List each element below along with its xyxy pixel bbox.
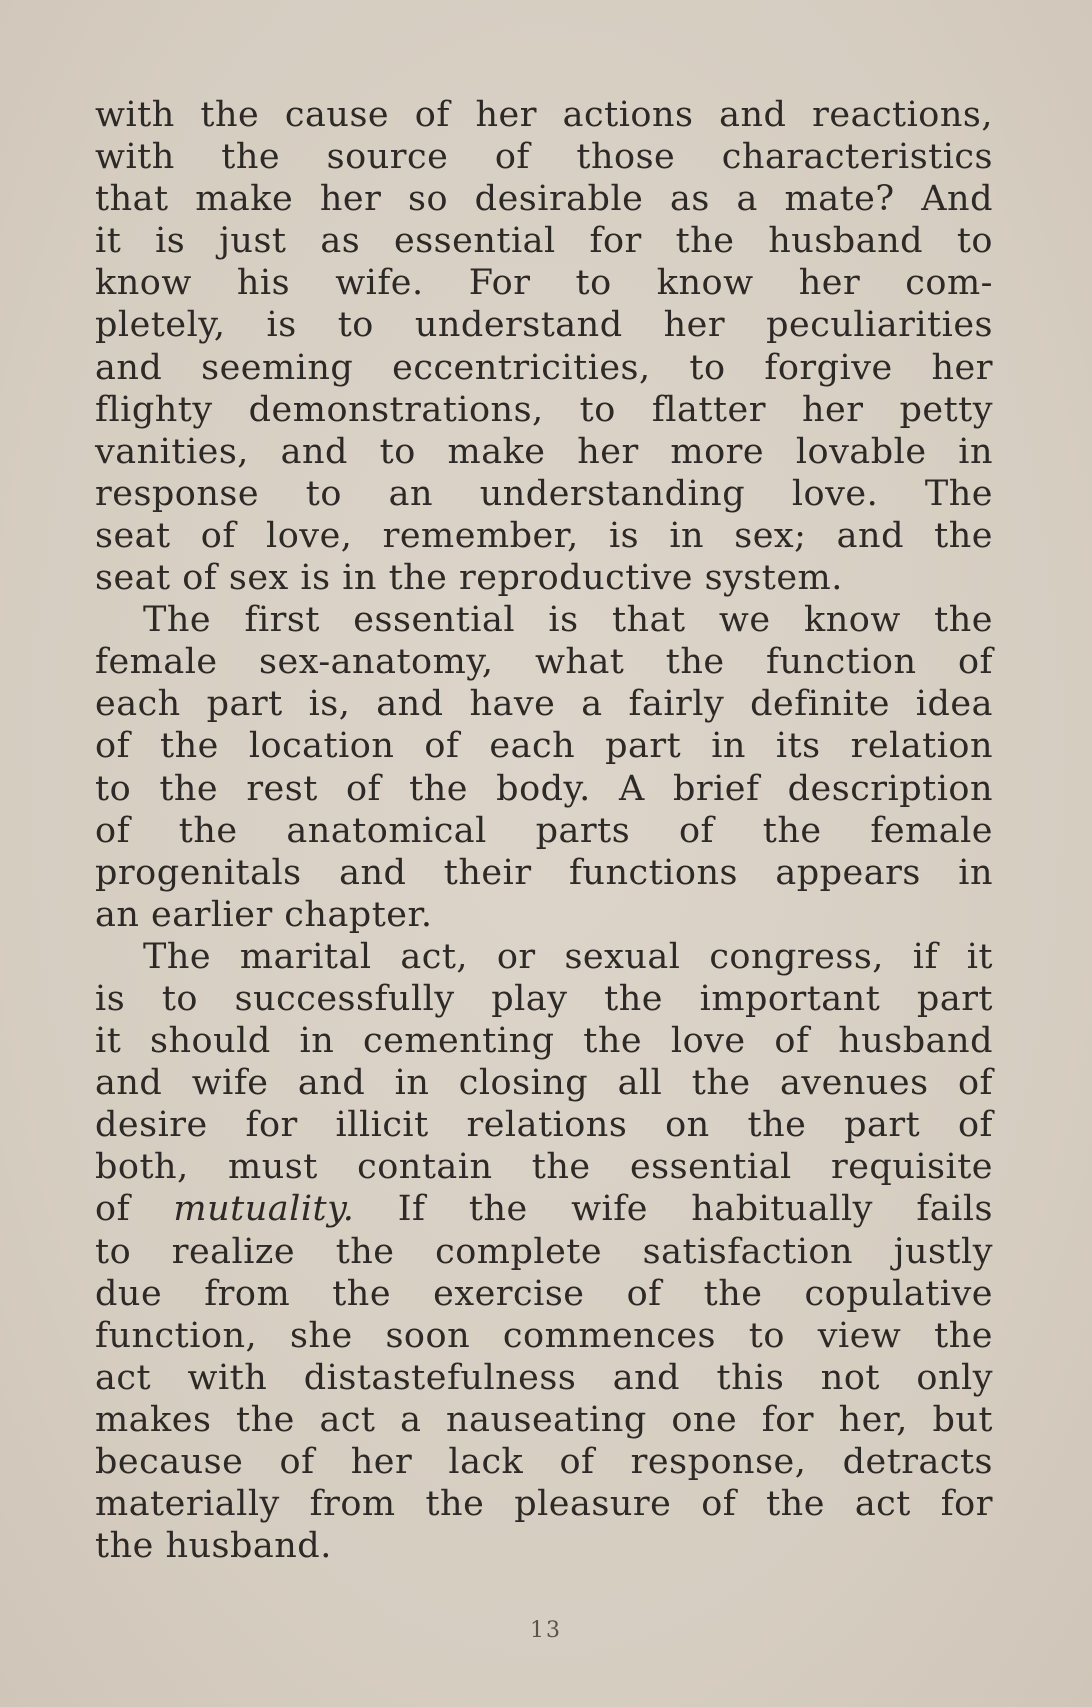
text-line: both, must contain the essential requisite [95, 1147, 993, 1188]
text-line: pletely, is to understand her peculiarities [95, 305, 993, 346]
text-line: of the anatomical parts of the female [95, 810, 993, 851]
text-line: because of her lack of response, detracts [95, 1442, 993, 1482]
body-text [95, 94, 993, 1567]
text-line: each part is, and have a fairly definite idea [95, 684, 993, 725]
text-line: female sex-anatomy, what the function of [95, 642, 993, 683]
text-line: that make her so desirable as a mate? And [95, 179, 993, 220]
text-line: it is just as essential for the husband to [95, 221, 993, 262]
text-line: the husband. [95, 1526, 332, 1567]
emphasized-word: mutuality. [173, 1189, 355, 1230]
text-line: know his wife. For to know her com- [95, 263, 993, 304]
page-number: 13 [530, 1618, 562, 1643]
text-line: with the cause of her actions and reactions, [95, 95, 993, 135]
text-line: to the rest of the body. A brief description [95, 768, 993, 809]
text-line: materially from the pleasure of the act for [95, 1484, 993, 1525]
text-line: progenitals and their functions appears in [95, 852, 993, 893]
text-line: to realize the complete satisfaction justly [95, 1231, 993, 1272]
line-suffix: If the wife habitually fails [354, 1189, 993, 1230]
text-line: and seeming eccentricities, to forgive her [95, 347, 993, 388]
text-line: vanities, and to make her more lovable in [95, 431, 993, 472]
text-line: flighty demonstrations, to flatter her petty [95, 389, 993, 430]
text-line: response to an understanding love. The [95, 473, 993, 514]
text-line: The first essential is that we know the [143, 600, 993, 641]
text-line-with-emphasis [95, 1188, 993, 1230]
text-line: due from the exercise of the copulative [95, 1273, 993, 1314]
text-line: desire for illicit relations on the part of [95, 1105, 993, 1146]
text-line: seat of sex is in the reproductive system. [95, 558, 843, 599]
text-line: function, she soon commences to view the [95, 1315, 993, 1356]
text-line: of the location of each part in its relation [95, 726, 993, 767]
text-line: act with distastefulness and this not only [95, 1357, 993, 1398]
text-line: with the source of those characteristics [95, 137, 993, 178]
text-line: and wife and in closing all the avenues of [95, 1063, 993, 1104]
text-line: makes the act a nauseating one for her, but [95, 1399, 993, 1440]
text-line: it should in cementing the love of husband [95, 1021, 993, 1062]
text-line: seat of love, remember, is in sex; and the [95, 515, 993, 556]
text-line: is to successfully play the important part [95, 978, 993, 1019]
line-prefix: of [95, 1189, 174, 1230]
text-line: The marital act, or sexual congress, if it [143, 936, 993, 977]
text-line: an earlier chapter. [95, 894, 433, 935]
